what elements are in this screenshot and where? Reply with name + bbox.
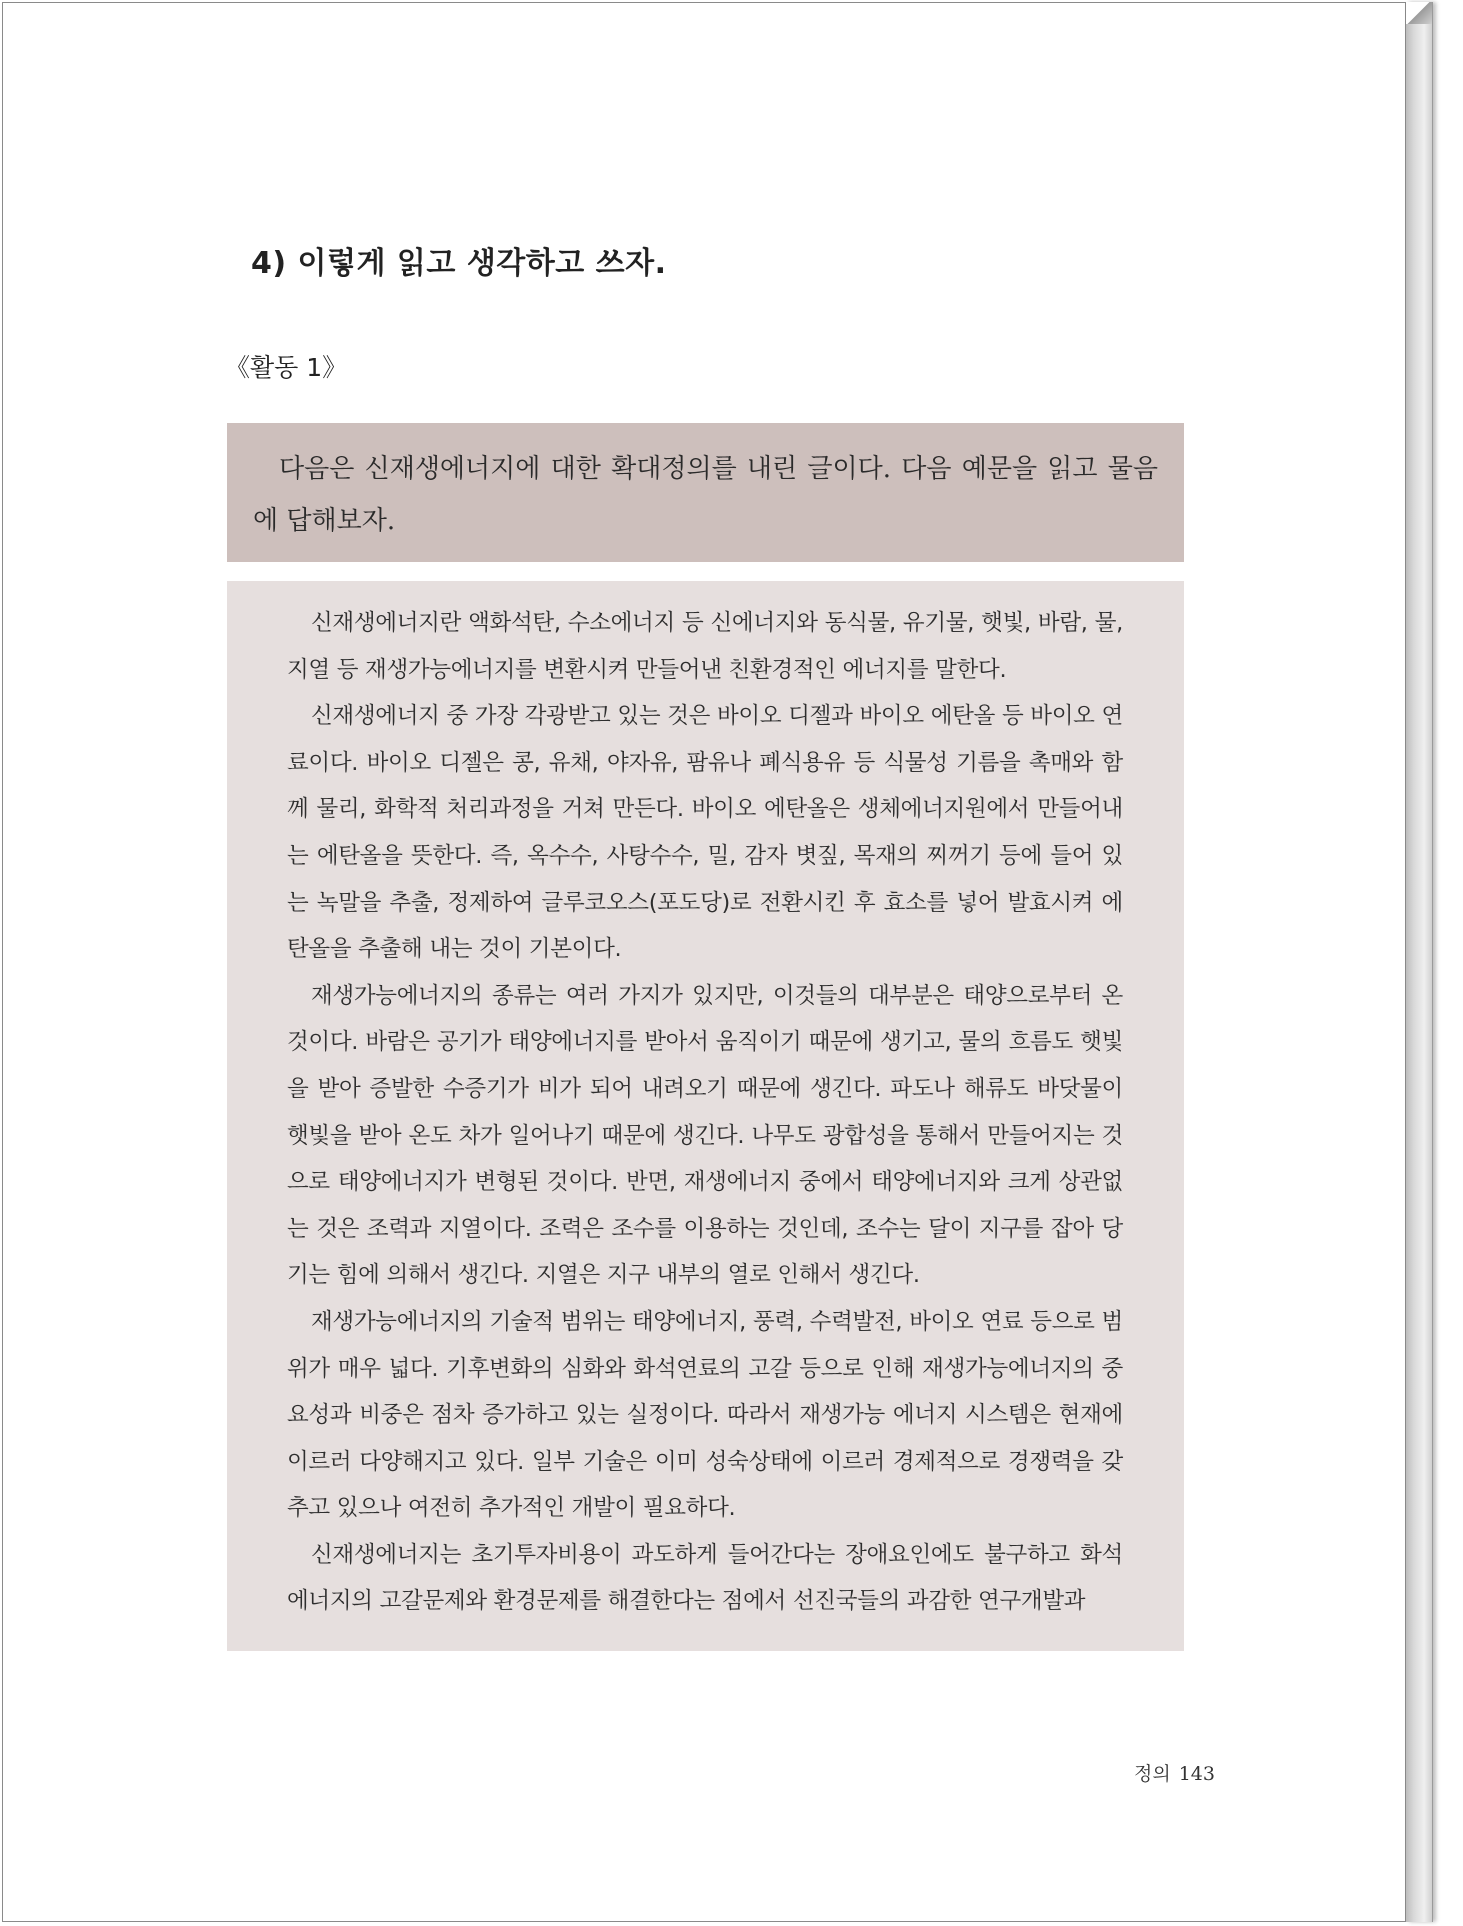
footer-chapter: 정의 [1134,1763,1171,1785]
activity-label: 《활동 1》 [225,353,348,382]
passage-paragraph: 신재생에너지 중 가장 각광받고 있는 것은 바이오 디젤과 바이오 에탄올 등 바이오 연료이다. 바이오 디젤은 콩, 유채, 야자유, 팜유나 폐식용유 등 식물성 기름을 촉매와 함께 물리, 화학적 처리과정을 거쳐 만든다. 바이오 에탄올은 생체에너지원에서 만들어내는 에탄올을 뜻한다. 즉, 옥수수, 사탕수수, 밀, 감자 볏짚, 목재의 찌꺼기 등에 들어 있는 녹말을 추출, 정제하여 글루코오스(포도당)로 전환시킨 후 효소를 넣어 발효시켜 에탄올을 추출해 내는 것이 기본이다. [287,703,1123,963]
page-corner-fold [1406,2,1432,24]
page-stack-edge [1406,2,1433,1922]
passage-paragraph: 재생가능에너지의 기술적 범위는 태양에너지, 풍력, 수력발전, 바이오 연료 등으로 범위가 매우 넓다. 기후변화의 심화와 화석연료의 고갈 등으로 인해 재생가능에너지의 중요성과 비중은 점차 증가하고 있는 실정이다. 따라서 재생가능 에너지 시스템은 현재에 이르러 다양해지고 있다. 일부 기술은 이미 성숙상태에 이르러 경제적으로 경쟁력을 갖추고 있으나 여전히 추가적인 개발이 필요하다. [287,1308,1123,1522]
instruction-box [227,423,1184,562]
book-page [2,2,1406,1922]
passage-paragraph: 신재생에너지란 액화석탄, 수소에너지 등 신에너지와 동식물, 유기물, 햇빛, 바람, 물, 지열 등 재생가능에너지를 변환시켜 만들어낸 친환경적인 에너지를 말한다. [287,610,1123,683]
page-number: 143 [1178,1763,1215,1785]
reading-passage [227,581,1184,1651]
page-footer [1134,1759,1215,1786]
passage-paragraph: 신재생에너지는 초기투자비용이 과도하게 들어간다는 장애요인에도 불구하고 화석에너지의 고갈문제와 환경문제를 해결한다는 점에서 선진국들의 과감한 연구개발과 [287,1541,1123,1615]
section-heading: 4) 이렇게 읽고 생각하고 쓰자. [251,246,667,281]
instruction-text: 다음은 신재생에너지에 대한 확대정의를 내린 글이다. 다음 예문을 읽고 물음에 답해보자. [253,454,1158,536]
passage-paragraph: 재생가능에너지의 종류는 여러 가지가 있지만, 이것들의 대부분은 태양으로부터 온 것이다. 바람은 공기가 태양에너지를 받아서 움직이기 때문에 생기고, 물의 흐름도 햇빛을 받아 증발한 수증기가 비가 되어 내려오기 때문에 생긴다. 파도나 해류도 바닷물이 햇빛을 받아 온도 차가 일어나기 때문에 생긴다. 나무도 광합성을 통해서 만들어지는 것으로 태양에너지가 변형된 것이다. 반면, 재생에너지 중에서 태양에너지와 크게 상관없는 것은 조력과 지열이다. 조력은 조수를 이용하는 것인데, 조수는 달이 지구를 잡아 당기는 힘에 의해서 생긴다. 지열은 지구 내부의 열로 인해서 생긴다. [287,982,1123,1289]
